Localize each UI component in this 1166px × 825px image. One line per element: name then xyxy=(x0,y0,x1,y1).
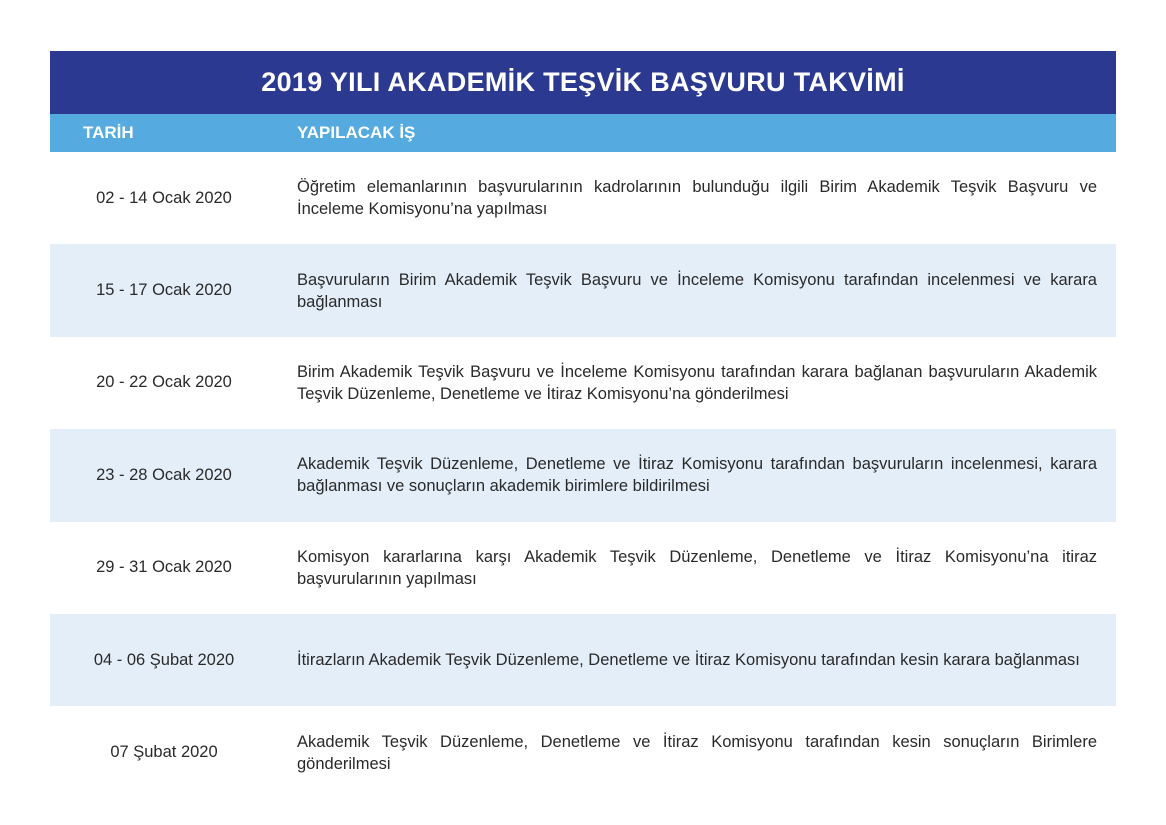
row-task: Akademik Teşvik Düzenleme, Denetleme ve İtiraz Komisyonu tarafından kesin sonuçların Birimlere gönderilmesi xyxy=(297,732,1097,773)
row-task: Akademik Teşvik Düzenleme, Denetleme ve İtiraz Komisyonu tarafından başvuruların incelenmesi, karara bağlanması ve sonuçların akademik birimlere bildirilmesi xyxy=(297,455,1097,496)
table-header xyxy=(50,114,1116,152)
row-date: 23 - 28 Ocak 2020 xyxy=(96,465,232,484)
row-task: İtirazların Akademik Teşvik Düzenleme, Denetleme ve İtiraz Komisyonu tarafından kesin karara bağlanması xyxy=(297,651,1080,670)
row-task: Komisyon kararlarına karşı Akademik Teşvik Düzenleme, Denetleme ve İtiraz Komisyonu’na itiraz başvurularının yapılması xyxy=(297,547,1097,588)
row-date: 02 - 14 Ocak 2020 xyxy=(96,188,232,207)
column-header-date: TARİH xyxy=(83,123,134,142)
table-row xyxy=(50,706,1116,798)
table-row xyxy=(50,522,1116,614)
row-date: 29 - 31 Ocak 2020 xyxy=(96,558,232,577)
table-row xyxy=(50,152,1116,244)
row-task: Birim Akademik Teşvik Başvuru ve İnceleme Komisyonu tarafından karara bağlanan başvuruların Akademik Teşvik Düzenleme, Denetleme ve İtiraz Komisyonu’na gönderilmesi xyxy=(297,362,1097,403)
row-date: 20 - 22 Ocak 2020 xyxy=(96,373,232,392)
table-row xyxy=(50,614,1116,706)
table-row xyxy=(50,244,1116,336)
row-task: Başvuruların Birim Akademik Teşvik Başvuru ve İnceleme Komisyonu tarafından incelenmesi ve karara bağlanması xyxy=(297,270,1097,311)
row-date: 04 - 06 Şubat 2020 xyxy=(93,650,235,669)
row-date: 07 Şubat 2020 xyxy=(110,743,218,762)
column-header-task: YAPILACAK İŞ xyxy=(297,123,416,142)
row-task: Öğretim elemanlarının başvurularının kadrolarının bulunduğu ilgili Birim Akademik Teşvik Başvuru ve İnceleme Komisyonu’na yapılması xyxy=(297,178,1097,219)
table-row xyxy=(50,429,1116,521)
schedule-title: 2019 YILI AKADEMİK TEŞVİK BAŞVURU TAKVİMİ xyxy=(50,51,1116,114)
table-row xyxy=(50,337,1116,429)
schedule-sheet xyxy=(50,51,1116,799)
row-date: 15 - 17 Ocak 2020 xyxy=(96,281,232,300)
